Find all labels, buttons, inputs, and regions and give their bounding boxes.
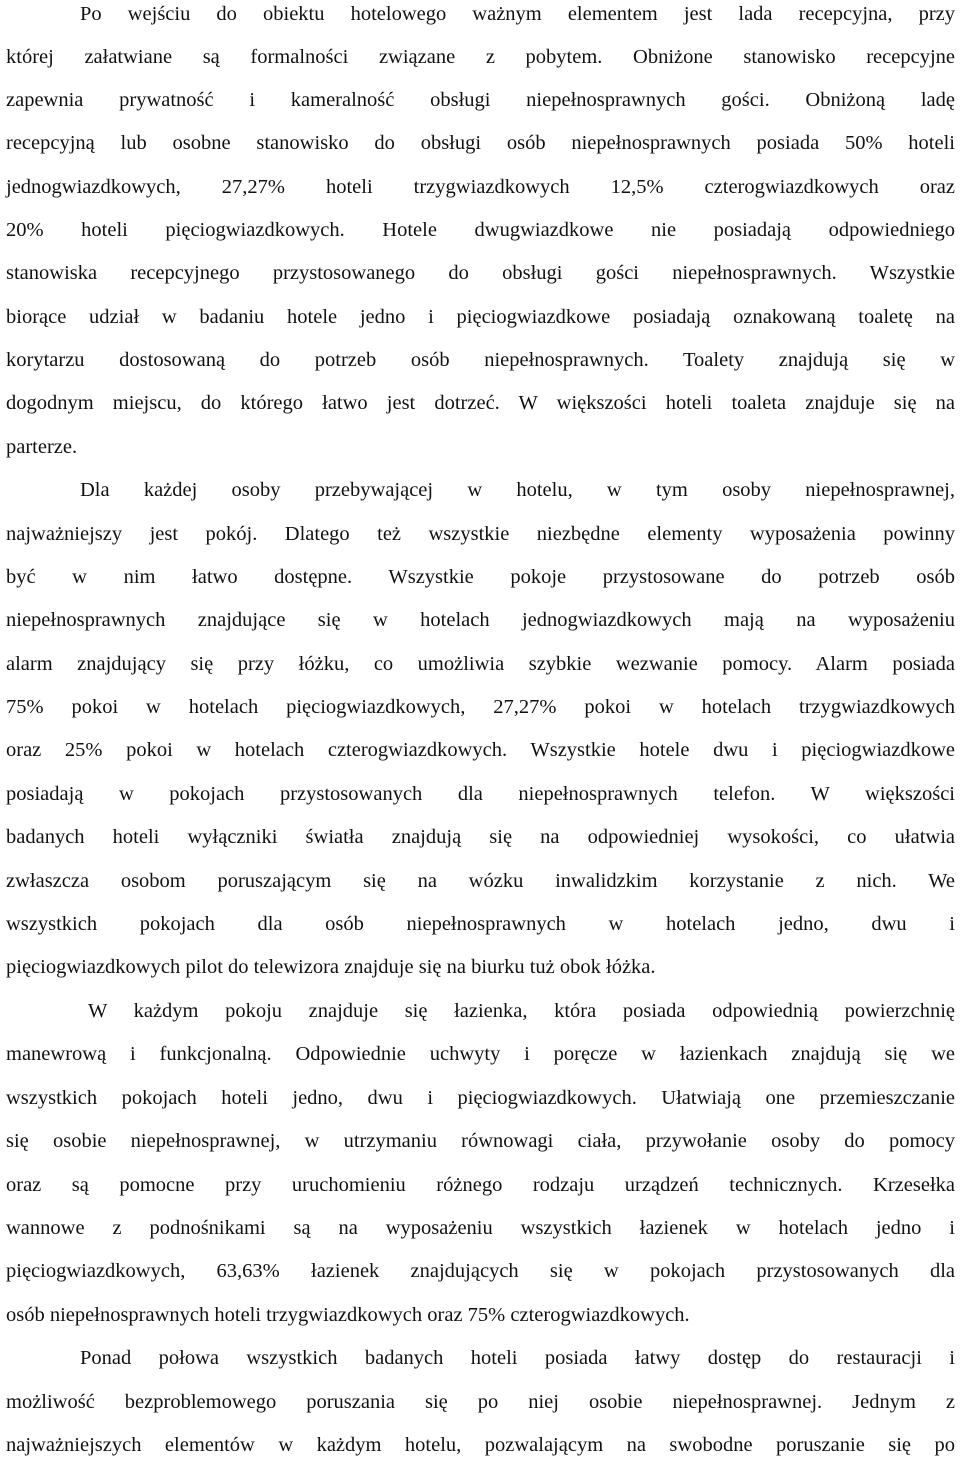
- text-line: posiadają w pokojach przystosowanych dla niepełnosprawnych telefon. W większości: [6, 783, 955, 805]
- text-line: której załatwiane są formalności związane z pobytem. Obniżone stanowisko recepcyjne: [6, 46, 955, 68]
- text-line: 20% hoteli pięciogwiazdkowych. Hotele dwugwiazdkowe nie posiadają odpowiedniego: [6, 219, 955, 241]
- text-line: biorące udział w badaniu hotele jedno i pięciogwiazdkowe posiadają oznakowaną toaletę na: [6, 306, 955, 328]
- text-line: osób niepełnosprawnych hoteli trzygwiazdkowych oraz 75% czterogwiazdkowych.: [6, 1304, 690, 1326]
- text-line: się osobie niepełnosprawnej, w utrzymaniu równowagi ciała, przywołanie osoby do pomocy: [6, 1130, 955, 1152]
- text-line: możliwość bezproblemowego poruszania się po niej osobie niepełnosprawnej. Jednym z: [6, 1391, 955, 1413]
- text-line: Ponad połowa wszystkich badanych hoteli posiada łatwy dostęp do restauracji i: [80, 1347, 955, 1369]
- text-line: badanych hoteli wyłączniki światła znajdują się na odpowiedniej wysokości, co ułatwia: [6, 826, 955, 848]
- text-line: oraz 25% pokoi w hotelach czterogwiazdkowych. Wszystkie hotele dwu i pięciogwiazdkowe: [6, 739, 955, 761]
- text-line: wannowe z podnośnikami są na wyposażeniu wszystkich łazienek w hotelach jedno i: [6, 1217, 955, 1239]
- text-line: oraz są pomocne przy uruchomieniu różnego rodzaju urządzeń technicznych. Krzesełka: [6, 1174, 955, 1196]
- text-line: W każdym pokoju znajduje się łazienka, która posiada odpowiednią powierzchnię: [88, 1000, 955, 1022]
- text-line: 75% pokoi w hotelach pięciogwiazdkowych, 27,27% pokoi w hotelach trzygwiazdkowych: [6, 696, 955, 718]
- text-line: recepcyjną lub osobne stanowisko do obsługi osób niepełnosprawnych posiada 50% hoteli: [6, 132, 955, 154]
- text-line: Dla każdej osoby przebywającej w hotelu, w tym osoby niepełnosprawnej,: [80, 479, 955, 501]
- text-line: niepełnosprawnych znajdujące się w hotelach jednogwiazdkowych mają na wyposażeniu: [6, 609, 955, 631]
- text-line: wszystkich pokojach dla osób niepełnosprawnych w hotelach jedno, dwu i: [6, 913, 955, 935]
- text-line: być w nim łatwo dostępne. Wszystkie pokoje przystosowane do potrzeb osób: [6, 566, 955, 588]
- text-line: manewrową i funkcjonalną. Odpowiednie uchwyty i poręcze w łazienkach znajdują się we: [6, 1043, 955, 1065]
- text-line: dogodnym miejscu, do którego łatwo jest dotrzeć. W większości hoteli toaleta znajduje się na: [6, 392, 955, 414]
- text-line: najważniejszy jest pokój. Dlatego też wszystkie niezbędne elementy wyposażenia powinny: [6, 523, 955, 545]
- text-line: alarm znajdujący się przy łóżku, co umożliwia szybkie wezwanie pomocy. Alarm posiada: [6, 653, 955, 675]
- text-line: stanowiska recepcyjnego przystosowanego do obsługi gości niepełnosprawnych. Wszystkie: [6, 262, 955, 284]
- text-line: pięciogwiazdkowych, 63,63% łazienek znajdujących się w pokojach przystosowanych dla: [6, 1260, 955, 1282]
- text-line: zapewnia prywatność i kameralność obsługi niepełnosprawnych gości. Obniżoną ladę: [6, 89, 955, 111]
- text-line: pięciogwiazdkowych pilot do telewizora znajduje się na biurku tuż obok łóżka.: [6, 956, 656, 978]
- text-line: zwłaszcza osobom poruszającym się na wózku inwalidzkim korzystanie z nich. We: [6, 870, 955, 892]
- text-line: parterze.: [6, 436, 78, 458]
- text-line: Po wejściu do obiektu hotelowego ważnym elementem jest lada recepcyjna, przy: [80, 3, 955, 25]
- text-line: korytarzu dostosowaną do potrzeb osób niepełnosprawnych. Toalety znajdują się w: [6, 349, 955, 371]
- text-line: jednogwiazdkowych, 27,27% hoteli trzygwiazdkowych 12,5% czterogwiazdkowych oraz: [6, 176, 955, 198]
- text-line: najważniejszych elementów w każdym hotelu, pozwalającym na swobodne poruszanie się po: [6, 1434, 955, 1456]
- text-line: wszystkich pokojach hoteli jedno, dwu i pięciogwiazdkowych. Ułatwiają one przemieszczanie: [6, 1087, 955, 1109]
